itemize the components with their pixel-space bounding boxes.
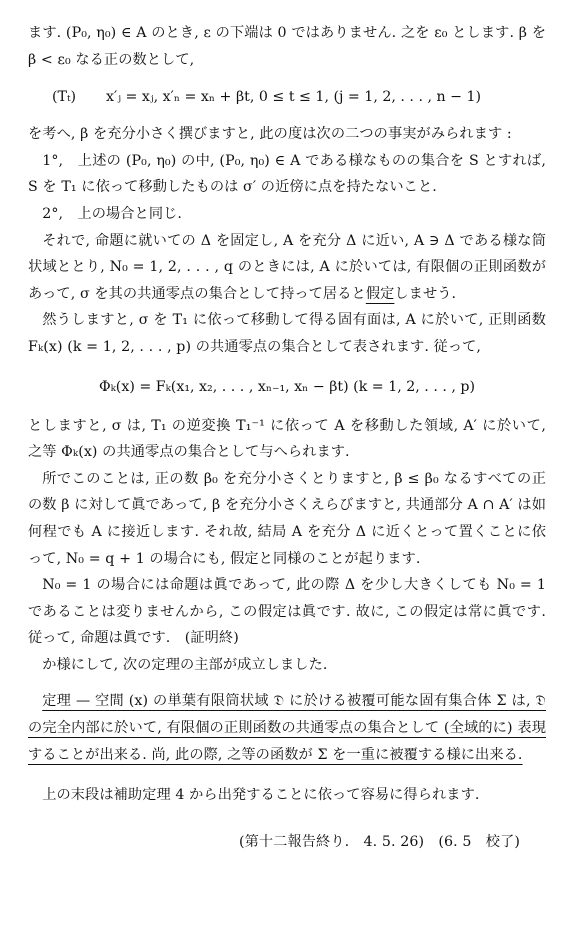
- fact-item-2: 2°, 上の場合と同じ.: [42, 205, 183, 222]
- paragraph-3-text-a: それで, 命題に就いての Δ を固定し, A を充分 Δ に近い, A ∋ Δ である様な筒状域ととり, N₀ = 1, 2, . . . , q のときには, A に於いては, 有限個の正則函数があって, σ を其の共通零点の集合として持って居ると: [28, 232, 546, 302]
- signoff: (第十二報告終り. 4. 5. 26) (6. 5 校了): [238, 833, 520, 850]
- paragraph-3-text-b: しませう.: [394, 285, 457, 302]
- paragraph-2: を考へ, β を充分小さく撰びますと, 此の度は次の二つの事実がみられます :: [28, 126, 512, 143]
- paragraph-8: か様にして, 次の定理の主部が成立しました.: [42, 656, 328, 673]
- theorem-block: [28, 688, 546, 768]
- paragraph-6: 所でこのことは, 正の数 β₀ を充分小さくとりますと, β ≤ β₀ なるすべての正の数 β に対して眞であって, β を充分小さくえらびますと, 共通部分 A ∩ A′ は如何程でも A に接近します. それ故, 結局 A を充分 Δ に近くとって置くことに依って, N₀ = q + 1 の場合にも, 假定と同様のことが起ります.: [28, 470, 546, 567]
- paragraph-1: ます. (P₀, η₀) ∈ A のとき, ε の下端は 0 ではありません. 之を ε₀ とします. β を β < ε₀ なる正の数として,: [28, 25, 546, 68]
- equation-label: (Tₜ): [52, 89, 77, 106]
- paragraph-7: N₀ = 1 の場合には命題は眞であって, 此の際 Δ を少し大きくしても N₀ = 1 であることは変りませんから, この假定は眞です. 故に, この假定は常に眞です. 従って, 命題は眞です. (証明終): [28, 577, 546, 647]
- paragraph-5: としますと, σ は, T₁ の逆変換 T₁⁻¹ に依って A を移動した領域, A′ に於いて, 之等 Φₖ(x) の共通零点の集合として与へられます.: [28, 417, 546, 461]
- remark: 上の末段は補助定理 4 から出発することに依って容易に得られます.: [42, 787, 480, 804]
- equation-body: x′ⱼ = xⱼ, x′ₙ = xₙ + βt, 0 ≤ t ≤ 1, (j = 1, 2, . . . , n − 1): [106, 89, 482, 106]
- theorem-text: 定理 — 空間 (x) の単葉有限筒状域 𝔇 に於ける被覆可能な固有集合体 Σ は, 𝔇 の完全内部に於いて, 有限個の正則函数の共通零点の集合として (全域的に) 表現することが出来る. 尚, 此の際, 之等の函数が Σ を一重に被覆する様に出来る.: [28, 693, 546, 763]
- equation-phi: Φₖ(x) = Fₖ(x₁, x₂, . . . , xₙ₋₁, xₙ − βt) (k = 1, 2, . . . , p): [99, 378, 475, 395]
- paragraph-3-underlined: 假定: [365, 285, 395, 302]
- fact-item-1: 1°, 上述の (P₀, η₀) の中, (P₀, η₀) ∈ A である様なものの集合を S とすれば, S を T₁ に依って移動したものは σ′ の近傍に点を持たないこと.: [28, 152, 546, 196]
- equation-transform: [28, 73, 546, 121]
- paragraph-4: 然うしますと, σ を T₁ に依って移動して得る固有面は, A に於いて, 正則函数 Fₖ(x) (k = 1, 2, . . . , p) の共通零点の集合として表されます. 従って,: [28, 312, 546, 355]
- paragraph-3: [28, 228, 546, 308]
- document-page: [28, 20, 546, 855]
